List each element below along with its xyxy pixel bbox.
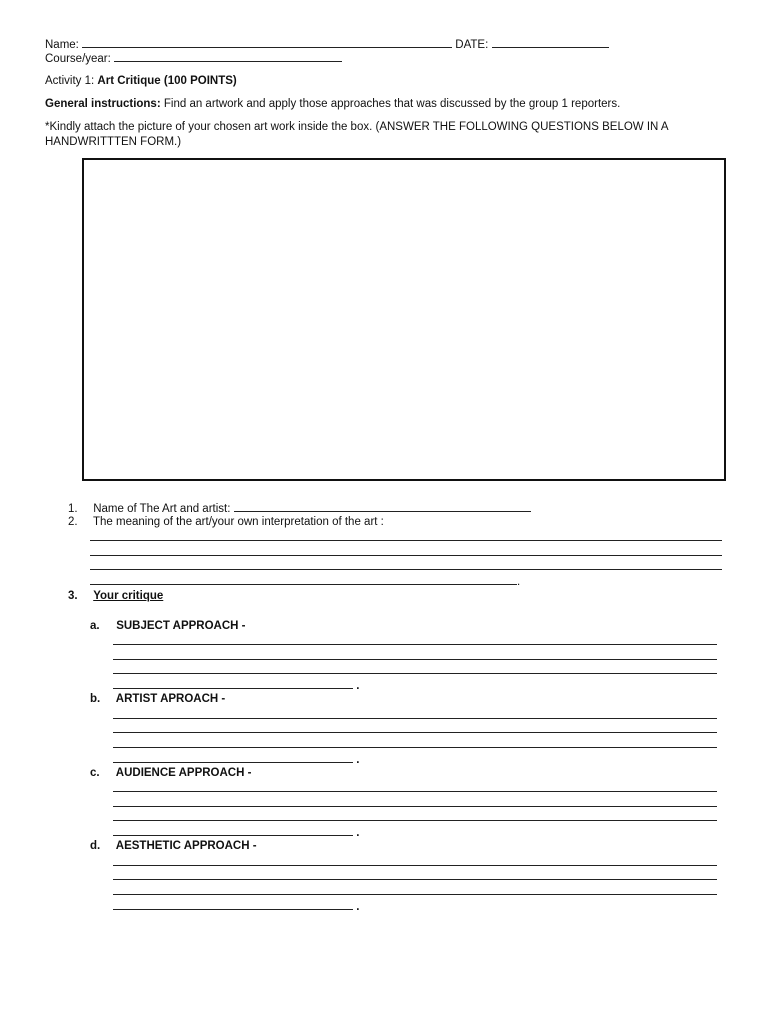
answer-last-line — [113, 825, 359, 840]
approach-label: ARTIST APROACH - — [115, 693, 226, 705]
approach-letter: a. — [90, 620, 100, 632]
answer-line[interactable] — [113, 718, 717, 719]
question-number: 2. — [68, 516, 78, 528]
question-3 — [68, 589, 163, 603]
question-2 — [68, 515, 384, 529]
general-instructions — [45, 97, 620, 111]
approach-subject — [90, 619, 245, 633]
question-text: Your critique — [93, 590, 164, 602]
course-blank[interactable] — [114, 51, 342, 62]
question-text: Name of The Art and artist: — [93, 503, 231, 515]
answer-line[interactable] — [90, 569, 722, 570]
instructions-label: General instructions: — [45, 98, 161, 110]
answer-line[interactable] — [113, 865, 717, 866]
question-number: 3. — [68, 590, 78, 602]
answer-line[interactable] — [113, 752, 353, 763]
date-label: DATE: — [455, 39, 489, 51]
approach-artist — [90, 692, 225, 706]
end-period: . — [356, 680, 360, 692]
answer-line[interactable] — [113, 899, 353, 910]
approach-letter: d. — [90, 840, 101, 852]
answer-line[interactable] — [90, 555, 722, 556]
answer-line[interactable] — [113, 791, 717, 792]
instructions-note-line2: HANDWRITTTEN FORM.) — [45, 136, 182, 148]
question-number: 1. — [68, 503, 78, 515]
answer-line[interactable] — [113, 659, 717, 660]
answer-line[interactable] — [113, 879, 717, 880]
approach-aesthetic — [90, 839, 257, 853]
course-label: Course/year: — [45, 53, 111, 65]
name-row — [45, 37, 609, 52]
answer-line[interactable] — [113, 747, 717, 748]
answer-line[interactable] — [113, 732, 717, 733]
art-artist-blank[interactable] — [234, 501, 531, 512]
activity-heading — [45, 74, 237, 88]
approach-label: SUBJECT APPROACH - — [116, 620, 246, 632]
approach-label: AUDIENCE APPROACH - — [115, 767, 252, 779]
answer-line[interactable] — [113, 825, 353, 836]
answer-last-line — [90, 574, 520, 589]
answer-line[interactable] — [113, 820, 717, 821]
name-label: Name: — [45, 39, 79, 51]
approach-letter: b. — [90, 693, 101, 705]
approach-letter: c. — [90, 767, 100, 779]
question-text: The meaning of the art/your own interpretation of the art : — [93, 516, 384, 528]
artwork-picture-box[interactable] — [82, 158, 726, 481]
answer-last-line — [113, 678, 359, 693]
activity-prefix: Activity 1: — [45, 75, 95, 87]
end-period: . — [356, 901, 360, 913]
answer-line[interactable] — [90, 540, 722, 541]
end-period: . — [356, 754, 360, 766]
answer-line[interactable] — [113, 806, 717, 807]
instructions-note-line1: *Kindly attach the picture of your chosen art work inside the box. (ANSWER THE FOLLOWING QUESTIONS BELOW IN A — [45, 121, 669, 133]
answer-line[interactable] — [90, 574, 517, 585]
approach-label: AESTHETIC APPROACH - — [115, 840, 257, 852]
answer-line[interactable] — [113, 673, 717, 674]
approach-audience — [90, 766, 251, 780]
end-period: . — [356, 827, 360, 839]
answer-last-line — [113, 899, 359, 914]
answer-line[interactable] — [113, 894, 717, 895]
question-1 — [68, 501, 531, 516]
course-row — [45, 51, 342, 66]
date-blank[interactable] — [492, 37, 609, 48]
end-period: . — [517, 576, 521, 588]
answer-line[interactable] — [113, 644, 717, 645]
name-blank[interactable] — [82, 37, 452, 48]
answer-line[interactable] — [113, 678, 353, 689]
answer-last-line — [113, 752, 359, 767]
activity-title: Art Critique (100 POINTS) — [97, 75, 237, 87]
instructions-text: Find an artwork and apply those approaches that was discussed by the group 1 reporters. — [163, 98, 621, 110]
